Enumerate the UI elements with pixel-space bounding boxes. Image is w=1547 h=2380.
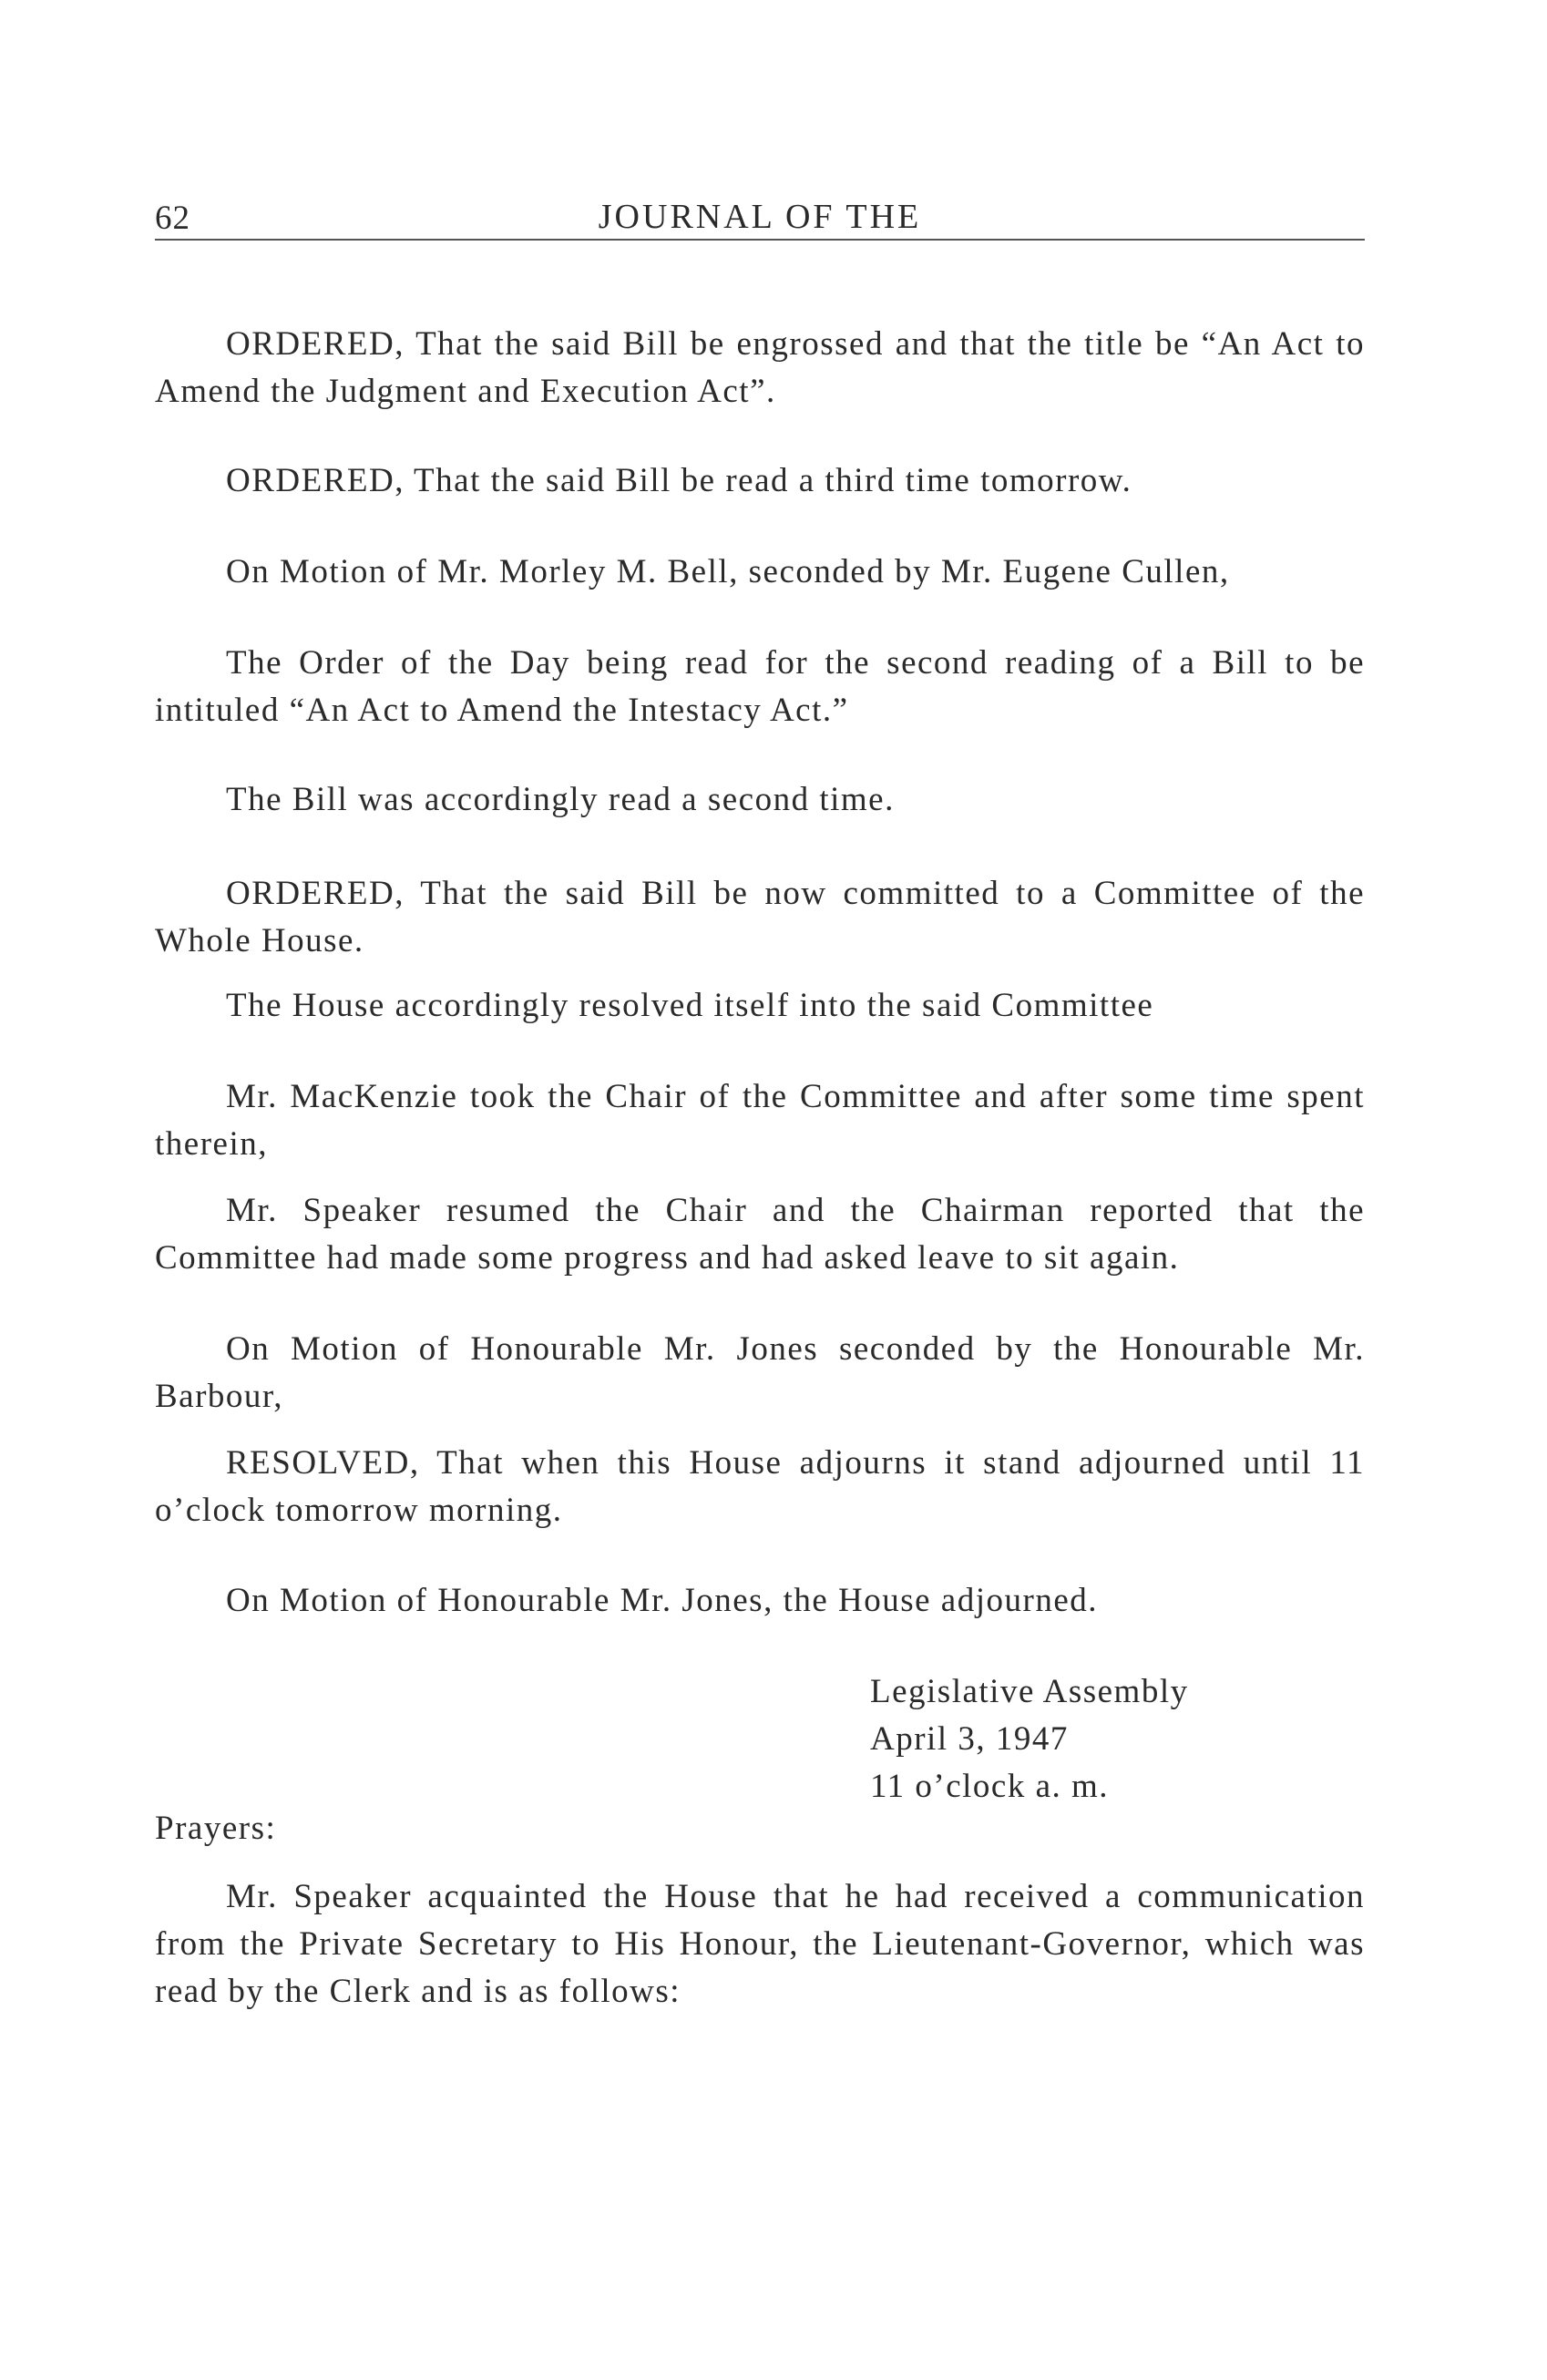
paragraph-house-adjourned: On Motion of Honourable Mr. Jones, the House adjourned.	[226, 1582, 1099, 1619]
dateline-date: April 3, 1947	[870, 1720, 1069, 1758]
header-rule	[155, 239, 1365, 241]
dateline	[870, 1668, 1344, 1811]
paragraph-house-resolved: The House accordingly resolved itself into the said Committee	[226, 987, 1154, 1024]
dateline-assembly: Legislative Assembly	[870, 1673, 1189, 1710]
paragraph-second-reading: The Bill was accordingly read a second time.	[226, 781, 895, 818]
paragraph-motion-bell: On Motion of Mr. Morley M. Bell, seconded by Mr. Eugene Cullen,	[226, 553, 1230, 590]
paragraph-resolved-adjourn: RESOLVED, That when this House adjourns it stand adjourned until 11 o’clock tomorrow morning.	[155, 1444, 1365, 1529]
dateline-time: 11 o’clock a. m.	[870, 1768, 1110, 1805]
paragraph-speaker-communication: Mr. Speaker acquainted the House that he had received a communication from the Private Secretary to His Honour, the Lieutenant-Governor, which was read by the Clerk and is as follows:	[155, 1878, 1365, 2010]
page-number: 62	[155, 200, 190, 237]
page-header	[155, 193, 1365, 239]
paragraph-motion-jones-barbour: On Motion of Honourable Mr. Jones seconded by the Honourable Mr. Barbour,	[155, 1330, 1365, 1415]
paragraph-order-of-day: The Order of the Day being read for the second reading of a Bill to be intituled “An Act to Amend the Intestacy Act.”	[155, 644, 1365, 729]
paragraph-speaker-resumed: Mr. Speaker resumed the Chair and the Chairman reported that the Committee had made some progress and had asked leave to sit again.	[155, 1192, 1365, 1277]
prayers-label: Prayers:	[155, 1810, 277, 1847]
paragraph-ordered-third-reading: ORDERED, That the said Bill be read a third time tomorrow.	[226, 462, 1132, 499]
paragraph-ordered-committed: ORDERED, That the said Bill be now committed to a Committee of the Whole House.	[155, 875, 1365, 959]
paragraph-ordered-engrossed: ORDERED, That the said Bill be engrossed and that the title be “An Act to Amend the Judgment and Execution Act”.	[155, 325, 1365, 410]
running-head: JOURNAL OF THE	[598, 198, 922, 236]
paragraph-mackenzie-chair: Mr. MacKenzie took the Chair of the Committee and after some time spent therein,	[155, 1078, 1365, 1163]
